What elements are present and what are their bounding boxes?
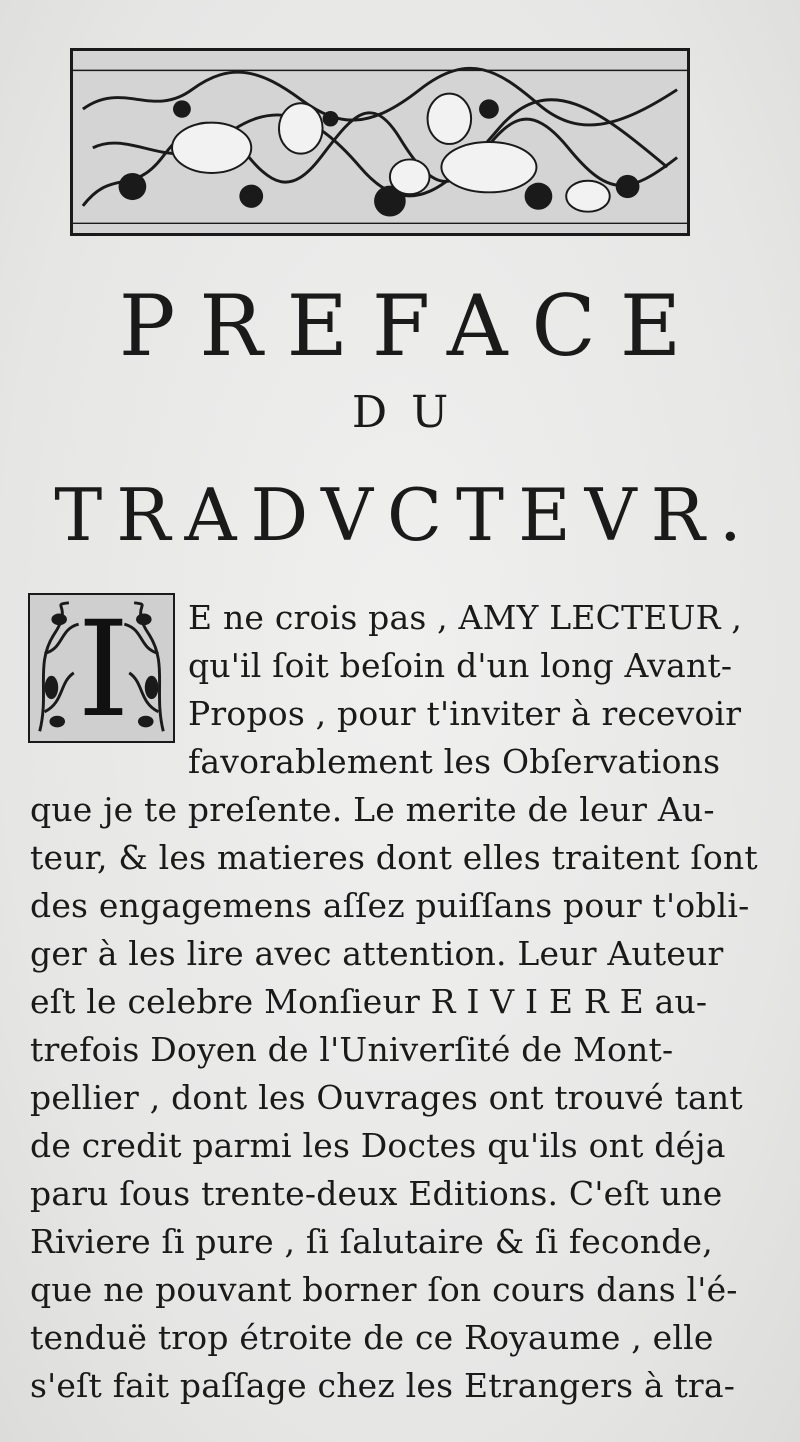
decorated-initial bbox=[28, 593, 175, 743]
text-line-16: tenduë trop étroite de ce Royaume , elle bbox=[30, 1318, 714, 1357]
title-du: DU bbox=[351, 387, 473, 438]
text-line-9: eſt le celebre Monſieur R I V I E R E au- bbox=[30, 982, 708, 1021]
text-line-1: E ne crois pas , AMY LECTEUR , bbox=[188, 598, 743, 637]
headband-ornament-icon bbox=[73, 51, 687, 233]
text-line-11: pellier , dont les Ouvrages ont trouvé tant bbox=[30, 1078, 743, 1117]
text-line-7: des engagemens aſſez puiſſans pour t'obli- bbox=[30, 886, 750, 925]
text-line-8: ger à les lire avec attention. Leur Auteur bbox=[30, 934, 724, 973]
title-traducteur: TRADVCTEVR. bbox=[54, 473, 756, 557]
text-line-12: de credit parmi les Doctes qu'ils ont déja bbox=[30, 1126, 726, 1165]
title-preface: PREFACE bbox=[118, 277, 706, 375]
text-line-10: trefois Doyen de l'Univerſité de Mont- bbox=[30, 1030, 674, 1069]
headband-ornament bbox=[70, 48, 690, 236]
text-line-15: que ne pouvant borner ſon cours dans l'é- bbox=[30, 1270, 738, 1309]
text-line-17: s'eſt fait paſſage chez les Etrangers à tra- bbox=[30, 1366, 736, 1405]
text-line-13: paru ſous trente-deux Editions. C'eſt une bbox=[30, 1174, 723, 1213]
text-line-2: qu'il ſoit beſoin d'un long Avant- bbox=[188, 646, 733, 685]
text-line-4: favorablement les Obſervations bbox=[188, 742, 721, 781]
text-line-3: Propos , pour t'inviter à recevoir bbox=[188, 694, 742, 733]
text-line-14: Riviere ſi pure , ſi ſalutaire & ſi feconde, bbox=[30, 1222, 713, 1261]
initial-letter: I bbox=[77, 593, 130, 743]
text-line-5: que je te preſente. Le merite de leur Au- bbox=[30, 790, 715, 829]
text-line-6: teur, & les matieres dont elles traitent ſont bbox=[30, 838, 758, 877]
